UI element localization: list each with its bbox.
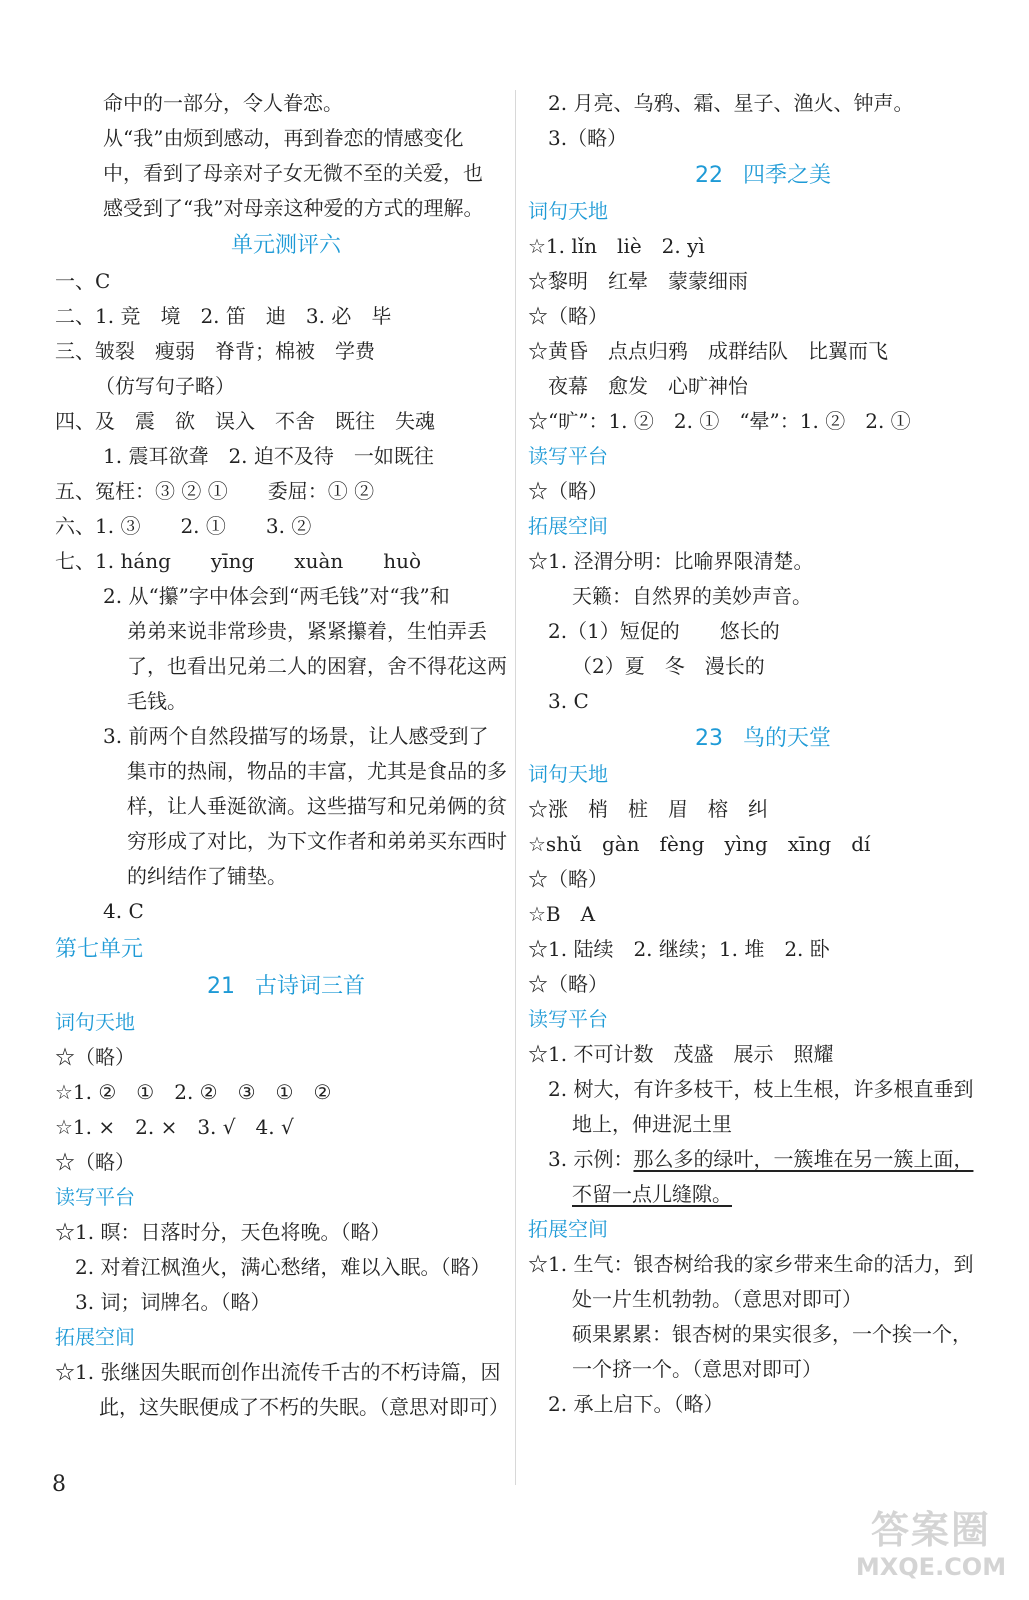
answer-line: ☆1. 张继因失眠而创作出流传千古的不朽诗篇，因 bbox=[55, 1360, 501, 1384]
answer-line: 2. 承上启下。（略） bbox=[548, 1392, 724, 1416]
answer-line: ☆1. × 2. × 3. √ 4. √ bbox=[55, 1115, 294, 1139]
section-heading: 读写平台 bbox=[528, 1007, 608, 1031]
answer-line bbox=[528, 1142, 998, 1177]
answer-line: ☆1. 不可计数 茂盛 展示 照耀 bbox=[528, 1042, 834, 1066]
lesson-title bbox=[528, 156, 998, 194]
watermark-url: MXQE.COM bbox=[855, 1553, 1007, 1581]
lesson-title bbox=[55, 967, 517, 1005]
answer-line bbox=[528, 1177, 998, 1212]
answer-line: 弟弟来说非常珍贵，紧紧攥着，生怕弄丢 bbox=[127, 619, 487, 643]
answer-line: 命中的一部分，令人眷恋。 bbox=[103, 91, 343, 115]
answer-line: ☆（略） bbox=[528, 304, 608, 328]
unit-heading: 第七单元 bbox=[55, 937, 144, 962]
answer-prefix: 3. 示例： bbox=[548, 1147, 634, 1171]
answer-line: ☆“旷”：1. ② 2. ① “晕”：1. ② 2. ① bbox=[528, 409, 911, 433]
lesson-number: 22 bbox=[694, 163, 723, 188]
answer-line: 集市的热闹，物品的丰富，尤其是食品的多 bbox=[127, 759, 507, 783]
lesson-name: 四季之美 bbox=[742, 163, 831, 188]
right-column bbox=[528, 86, 998, 1422]
answer-line: ☆（略） bbox=[55, 1150, 135, 1174]
section-heading: 读写平台 bbox=[55, 1185, 135, 1209]
section-heading: 拓展空间 bbox=[528, 514, 608, 538]
section-heading: 读写平台 bbox=[528, 444, 608, 468]
answer-line: 2. 对着江枫渔火，满心愁绪，难以入眠。（略） bbox=[75, 1255, 491, 1279]
left-column bbox=[55, 86, 517, 1425]
answer-line: 3. 前两个自然段描写的场景，让人感受到了 bbox=[103, 724, 489, 748]
answer-line: ☆（略） bbox=[528, 479, 608, 503]
answer-line: （仿写句子略） bbox=[95, 374, 235, 398]
answer-line: 地上，伸进泥土里 bbox=[572, 1112, 732, 1136]
answer-line: ☆涨 梢 桩 眉 榕 纠 bbox=[528, 797, 768, 821]
answer-line: 感受到了“我”对母亲这种爱的方式的理解。 bbox=[103, 196, 484, 220]
lesson-number: 21 bbox=[206, 974, 235, 999]
answer-line: ☆1. 泾渭分明：比喻界限清楚。 bbox=[528, 549, 814, 573]
answer-line: 2. 从“攥”字中体会到“两毛钱”对“我”和 bbox=[103, 584, 450, 608]
answer-line: 3. C bbox=[548, 689, 589, 713]
answer-line: 1. 震耳欲聋 2. 迫不及待 一如既往 bbox=[103, 444, 434, 468]
answer-line: 三、皱裂 瘦弱 脊背；棉被 学费 bbox=[55, 339, 375, 363]
answer-line: 2.（1）短促的 悠长的 bbox=[548, 619, 780, 643]
answer-line: 五、冤枉：③ ② ① 委屈：① ② bbox=[55, 479, 375, 503]
answer-line: 穷形成了对比，为下文作者和弟弟买东西时 bbox=[127, 829, 507, 853]
answer-line: 七、1. háng yīng xuàn huò bbox=[55, 549, 422, 573]
underlined-example: 不留一点儿缝隙。 bbox=[572, 1182, 732, 1206]
answer-line: ☆1. 陆续 2. 继续；1. 堆 2. 卧 bbox=[528, 937, 830, 961]
answer-line: （2）夏 冬 漫长的 bbox=[572, 654, 765, 678]
answer-line: ☆（略） bbox=[528, 972, 608, 996]
answer-line: 了，也看出兄弟二人的困窘，舍不得花这两 bbox=[127, 654, 507, 678]
answer-line: ☆1. 暝：日落时分，天色将晚。（略） bbox=[55, 1220, 391, 1244]
section-heading: 词句天地 bbox=[55, 1010, 135, 1034]
section-heading: 词句天地 bbox=[528, 199, 608, 223]
answer-line: 天籁：自然界的美妙声音。 bbox=[572, 584, 812, 608]
watermark-text: 答案圈 bbox=[870, 1508, 991, 1552]
answer-line: 四、及 震 欲 误入 不舍 既往 失魂 bbox=[55, 409, 435, 433]
answer-line: ☆黎明 红晕 蒙蒙细雨 bbox=[528, 269, 748, 293]
answer-line: 样，让人垂涎欲滴。这些描写和兄弟俩的贫 bbox=[127, 794, 507, 818]
answer-line: 2. 树大，有许多枝干，枝上生根，许多根直垂到 bbox=[548, 1077, 974, 1101]
answer-line: 毛钱。 bbox=[127, 689, 187, 713]
section-heading: 词句天地 bbox=[528, 762, 608, 786]
lesson-number: 23 bbox=[694, 726, 723, 751]
answer-line: ☆shǔ gàn fèng yìng xīng dí bbox=[528, 832, 871, 856]
answer-line: 中，看到了母亲对子女无微不至的关爱，也 bbox=[103, 161, 483, 185]
section-heading: 拓展空间 bbox=[528, 1217, 608, 1241]
answer-line: 3.（略） bbox=[548, 126, 628, 150]
underlined-example: 那么多的绿叶，一簇堆在另一簇上面， bbox=[633, 1147, 974, 1171]
section-heading: 拓展空间 bbox=[55, 1325, 135, 1349]
answer-line: ☆黄昏 点点归鸦 成群结队 比翼而飞 bbox=[528, 339, 888, 363]
answer-line: 处一片生机勃勃。（意思对即可） bbox=[572, 1287, 862, 1311]
page-number: 8 bbox=[52, 1472, 66, 1497]
answer-line: 一、C bbox=[55, 269, 111, 293]
lesson-name: 古诗词三首 bbox=[254, 974, 365, 999]
answer-line: ☆1. ② ① 2. ② ③ ① ② bbox=[55, 1080, 332, 1104]
answer-line: 从“我”由烦到感动，再到眷恋的情感变化 bbox=[103, 126, 464, 150]
answer-line: ☆（略） bbox=[55, 1045, 135, 1069]
answer-line: 4. C bbox=[103, 899, 144, 923]
answer-line: 此，这失眠便成了不朽的失眠。（意思对即可） bbox=[99, 1395, 509, 1419]
answer-line: 的纠结作了铺垫。 bbox=[127, 864, 287, 888]
answer-line: ☆B A bbox=[528, 902, 596, 926]
answer-line: 夜幕 愈发 心旷神怡 bbox=[548, 374, 748, 398]
watermark-logo bbox=[851, 1508, 1011, 1588]
answer-line: 2. 月亮、乌鸦、霜、星子、渔火、钟声。 bbox=[548, 91, 914, 115]
lesson-title bbox=[528, 719, 998, 757]
answer-line: ☆1. lǐn liè 2. yì bbox=[528, 234, 705, 258]
answer-line: 二、1. 竞 境 2. 笛 迪 3. 必 毕 bbox=[55, 304, 392, 328]
answer-line: 硕果累累：银杏树的果实很多，一个挨一个， bbox=[572, 1322, 972, 1346]
lesson-title: 单元测评六 bbox=[230, 233, 341, 258]
answer-line: 六、1. ③ 2. ① 3. ② bbox=[55, 514, 312, 538]
answer-line: 3. 词；词牌名。（略） bbox=[75, 1290, 271, 1314]
answer-line: ☆（略） bbox=[528, 867, 608, 891]
answer-line: ☆1. 生气：银杏树给我的家乡带来生命的活力，到 bbox=[528, 1252, 974, 1276]
lesson-name: 鸟的天堂 bbox=[742, 726, 831, 751]
answer-line: 一个挤一个。（意思对即可） bbox=[572, 1357, 822, 1381]
